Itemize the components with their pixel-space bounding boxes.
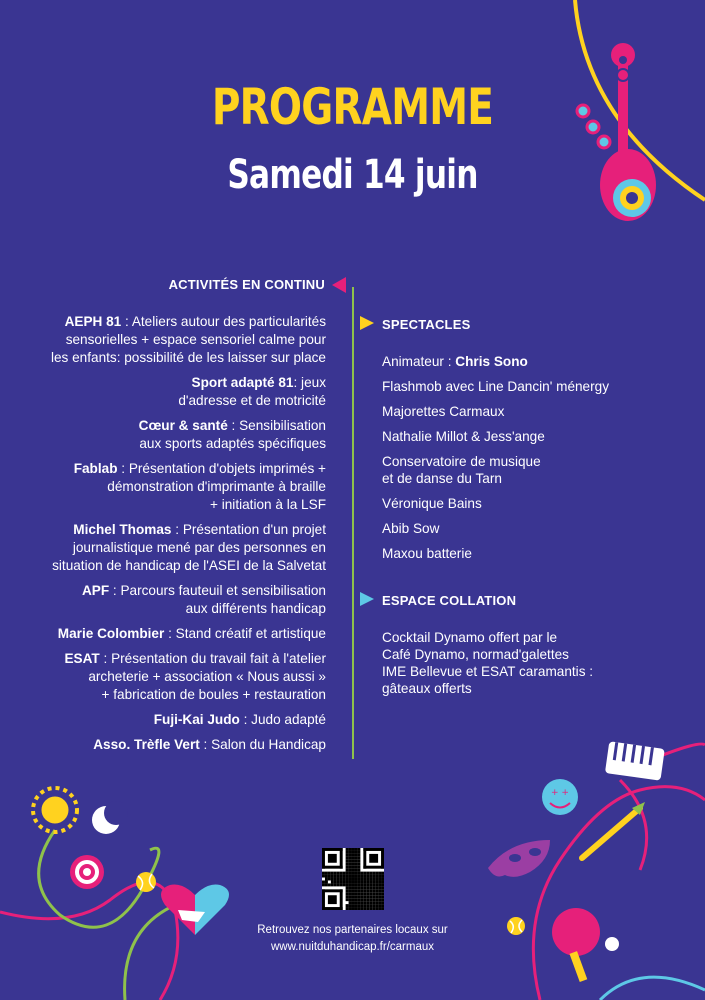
collation-line: IME Bellevue et ESAT caramantis : (382, 664, 594, 679)
spectacles-heading: SPECTACLES (382, 317, 471, 332)
collation-section (382, 592, 682, 697)
activity-item (28, 417, 326, 453)
show-prefix: Animateur : (382, 354, 456, 369)
activity-desc: : Salon du Handicap (199, 737, 326, 752)
qr-code-icon[interactable] (322, 848, 384, 910)
column-divider (352, 287, 354, 759)
activity-desc-line: + initiation à la LSF (210, 497, 326, 512)
activity-name: Cœur & santé (138, 418, 228, 433)
smiley-icon (542, 779, 578, 815)
activity-desc-line: aux différents handicap (185, 601, 326, 616)
collation-line: Cocktail Dynamo offert par le (382, 630, 558, 645)
activity-item (28, 460, 326, 514)
activity-desc: : Sensibilisation (227, 418, 326, 433)
activity-desc-line: + fabrication de boules + restauration (101, 687, 326, 702)
show-name: Chris Sono (455, 354, 528, 369)
page-title: PROGRAMME (211, 78, 494, 136)
svg-text:+ +: + + (551, 788, 569, 798)
collation-heading: ESPACE COLLATION (382, 593, 517, 608)
activity-desc: : jeux (293, 375, 326, 390)
activity-item (28, 313, 326, 367)
ping-pong-icon (552, 908, 705, 1000)
activity-desc: : Présentation du travail fait à l'atelier (99, 651, 326, 666)
activity-name: Sport adapté 81 (191, 375, 294, 390)
list-item (382, 353, 682, 370)
activity-name: Fablab (73, 461, 118, 476)
activity-item (28, 736, 326, 754)
collation-line: Café Dynamo, normad'galettes (382, 647, 569, 662)
activity-desc-line: journalistique mené par des personnes en (72, 540, 326, 555)
continuous-heading: ACTIVITÉS EN CONTINU (168, 277, 325, 292)
list-item: Flashmob avec Line Dancin' ménergy (382, 379, 610, 394)
keyboard-icon (605, 741, 665, 780)
list-item: Maxou batterie (382, 546, 472, 561)
mask-icon (488, 840, 550, 877)
activity-desc-line: sensorielles + espace sensoriel calme pour (65, 332, 326, 347)
activity-item (28, 650, 326, 704)
activity-name: Asso. Trèfle Vert (93, 737, 200, 752)
activity-desc: : Ateliers autour des particularités (121, 314, 326, 329)
activity-desc: : Présentation d'objets imprimés + (117, 461, 326, 476)
activity-desc-line: situation de handicap de l'ASEI de la Salvetat (52, 558, 326, 573)
list-item: Abib Sow (382, 521, 440, 536)
list-item (382, 453, 682, 487)
activity-desc: : Stand créatif et artistique (164, 626, 326, 641)
footer-link[interactable]: www.nuitduhandicap.fr/carmaux (271, 941, 434, 953)
footer-text: Retrouvez nos partenaires locaux sur (257, 924, 448, 936)
activity-desc: : Présentation d'un projet (171, 522, 326, 537)
paintbrush-icon (582, 802, 645, 858)
list-item-line: et de danse du Tarn (382, 471, 502, 486)
sun-icon (33, 788, 77, 832)
activity-desc-line: archeterie + association « Nous aussi » (88, 669, 326, 684)
event-date: Samedi 14 juin (227, 152, 478, 198)
collation-text (382, 629, 682, 697)
moon-icon (92, 801, 128, 834)
activity-item (28, 625, 326, 643)
right-column (382, 316, 682, 697)
activity-item (28, 374, 326, 410)
activity-name: Michel Thomas (73, 522, 172, 537)
activity-name: ESAT (64, 651, 100, 666)
activities-list (28, 313, 326, 761)
activity-desc-line: aux sports adaptés spécifiques (139, 436, 326, 451)
list-item: Nathalie Millot & Jess'ange (382, 429, 545, 444)
activity-name: APF (81, 583, 110, 598)
target-icon (70, 855, 104, 889)
activity-name: Marie Colombier (57, 626, 165, 641)
activity-item (28, 521, 326, 575)
activity-desc-line: les enfants: possibilité de les laisser sur place (50, 350, 326, 365)
activity-name: AEPH 81 (64, 314, 122, 329)
tennis-ball-icon (136, 872, 156, 892)
activity-item (28, 711, 326, 729)
yellow-triangle-icon (360, 316, 374, 330)
cyan-triangle-icon (360, 592, 374, 606)
list-item: Véronique Bains (382, 496, 482, 511)
activity-name: Fuji-Kai Judo (153, 712, 240, 727)
activity-desc: : Parcours fauteuil et sensibilisation (109, 583, 326, 598)
activity-desc-line: démonstration d'imprimante à braille (107, 479, 326, 494)
activity-desc-line: d'adresse et de motricité (178, 393, 326, 408)
activity-desc: : Judo adapté (239, 712, 326, 727)
pink-triangle-icon (332, 277, 346, 293)
activity-item (28, 582, 326, 618)
list-item: Majorettes Carmaux (382, 404, 505, 419)
list-item-line: Conservatoire de musique (382, 454, 541, 469)
collation-line: gâteaux offerts (382, 681, 472, 696)
